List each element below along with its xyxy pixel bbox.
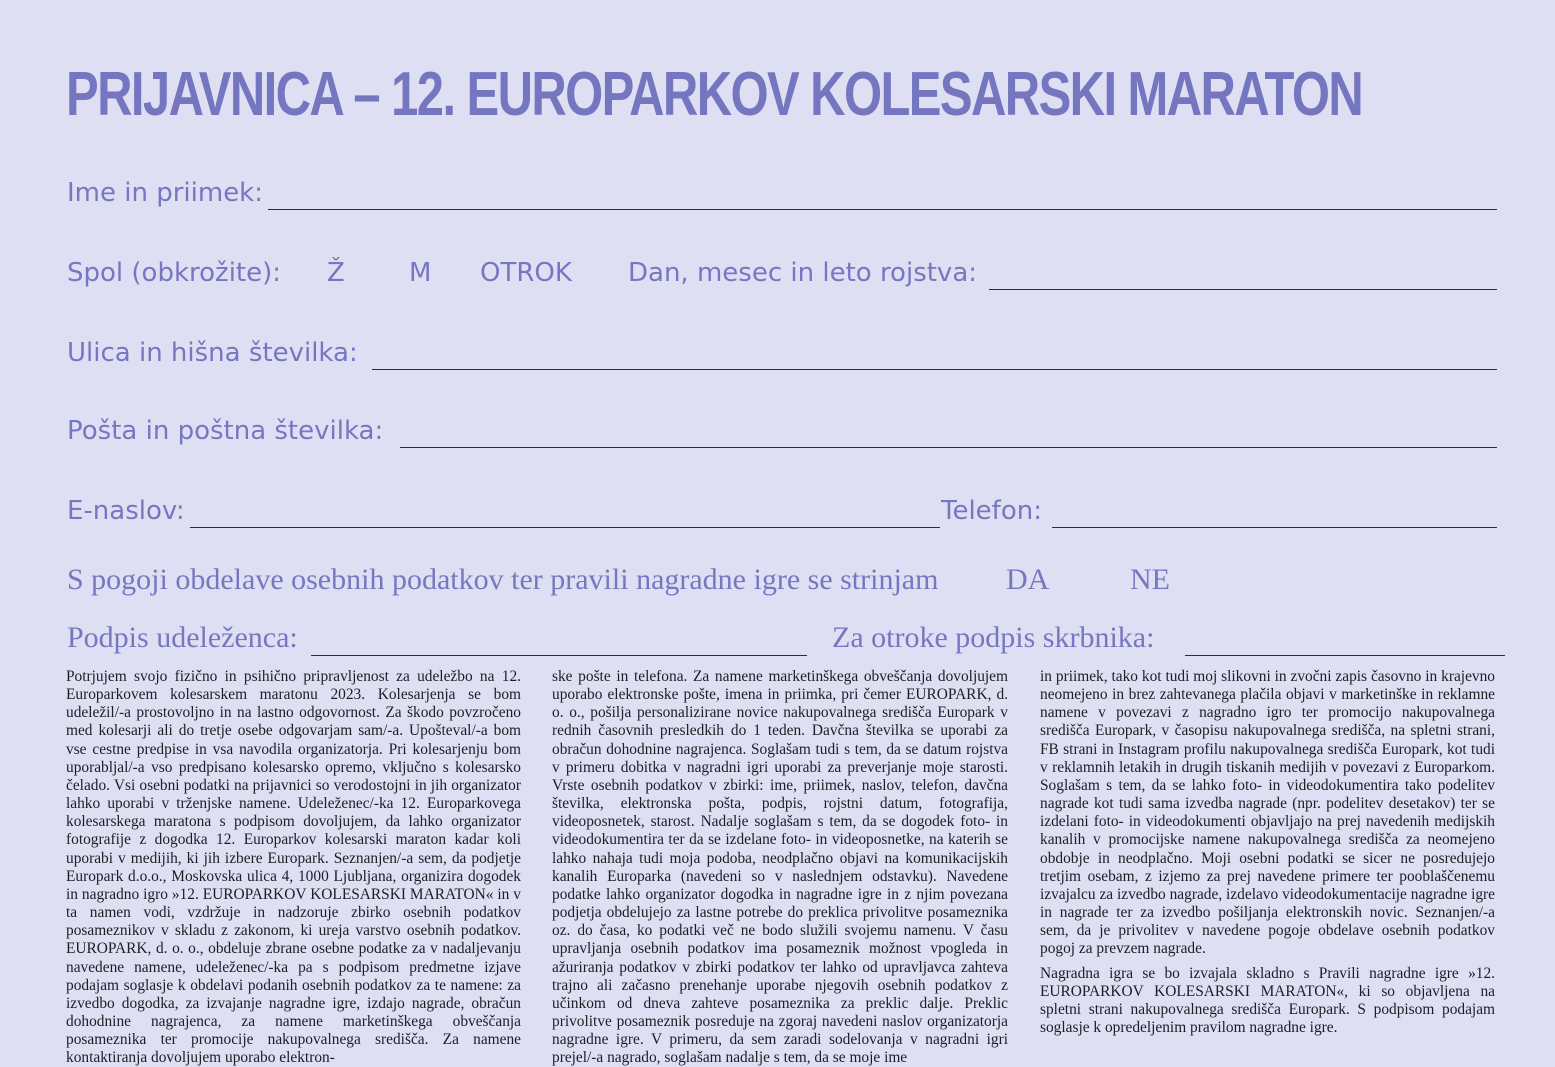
terms-paragraph: Potrjujem svojo fizično in psihično pripravljenost za udeležbo na 12. Europarkovem kolesarskem maratonu 2023. Kolesarjenja se bom udeležil/-a prostovoljno in na lastno odgovornost. Za škodo povzročeno med kolesarji ali do tretje osebe odgovarjam sam/-a. Upošteval/-a bom vse cestne predpise in vsa navodila organizatorja. Pri kolesarjenju bom uporabljal/-a vso predpisano kolesarsko opremo, vključno s kolesarsko čelado. Vsi osebni podatki na prijavnici so verodostojni in jih organizator lahko uporabi v trženjske namene. Udeleženec/-ka 12. Europarkovega kolesarskega maratona s podpisom dovoljujem, da lahko organizator fotografije z dogodka 12. Europarkov kolesarski maraton kadar koli uporabi v medijih, ki jih izbere Europark. Seznanjen/-a sem, da podjetje Europark d.o.o., Moskovska ulica 4, 1000 Ljubljana, organizira dogodek in nagradno igro »12. EUROPARKOV KOLESARSKI MARATON« in v ta namen vodi, vzdržuje in nadzoruje zbirko osebnih podatkov posameznikov v skladu z zakonom, ki ureja varstvo osebnih podatkov. EUROPARK, d. o. o., obdeluje zbrane osebne podatke za v nadaljevanju navedene namene, udeleženec/-ka pa s podpisom predmetne izjave podajam soglasje k obdelavi podanih osebnih podatkov za te namene: za izvedbo dogodka, za izvajanje nagradne igre, izdajo nagrade, obračun dohodnine nagrajenca, za namene marketinškega obveščanja posameznika ter promocije nakupovalnega središča. Za namene kontaktiranja dovoljujem uporabo elektron- [66,668,521,1067]
consent-yes-option[interactable]: DA [1006,563,1050,596]
guardian-signature-label: Za otroke podpis skrbnika: [832,621,1155,654]
birth-date-label: Dan, mesec in leto rojstva: [628,258,978,288]
street-row [67,330,1497,370]
terms-column-1 [66,668,521,1067]
street-field[interactable] [372,340,1497,370]
gender-option-female[interactable]: Ž [327,258,345,288]
name-label: Ime in priimek: [67,178,264,208]
signature-line[interactable] [311,655,807,656]
email-field[interactable] [190,498,940,528]
name-row [67,170,1497,210]
consent-text: S pogoji obdelave osebnih podatkov ter pravili nagradne igre se strinjam [67,563,939,596]
name-field[interactable] [268,180,1497,210]
email-label: E-naslov: [67,496,185,526]
terms-column-3 [1040,668,1495,1037]
contact-row [67,488,1497,528]
consent-no-option[interactable]: NE [1130,563,1170,596]
street-label: Ulica in hišna številka: [67,338,358,368]
gender-option-male[interactable]: M [409,258,432,288]
post-row [67,408,1497,448]
terms-paragraph: Nagradna igra se bo izvajala skladno s Pravili nagradne igre »12. EUROPARKOV KOLESARSKI MARATON«, ki so objavljena na spletni strani nakupovalnega središča Europark. S podpisom podajam soglasje k opredeljenim pravilom nagradne igre. [1040,964,1495,1036]
post-label: Pošta in poštna številka: [67,416,384,446]
phone-field[interactable] [1052,498,1497,528]
phone-label: Telefon: [941,496,1042,526]
gender-birth-row [67,250,1497,290]
gender-label: Spol (obkrožite): [67,258,282,288]
post-field[interactable] [400,418,1497,448]
terms-paragraph: ske pošte in telefona. Za namene marketinškega obveščanja dovoljujem uporabo elektronske pošte, imena in priimka, pri čemer EUROPARK, d. o. o., pošilja personalizirane novice nakupovalnega središča Europark v rednih časovnih presledkih do 1 teden. Davčna številka se uporabi za obračun dohodnine nagrajenca. Soglašam tudi s tem, da se datum rojstva v primeru dobitka v nagradni igri uporabi za preverjanje moje starosti. Vrste osebnih podatkov v zbirki: ime, priimek, naslov, telefon, davčna številka, elektronska pošta, podpis, rojstni datum, fotografija, videoposnetek, starost. Nadalje soglašam s tem, da se dogodek foto- in videodokumentira ter da se izdelane foto- in videoposnetke, na katerih se lahko nahaja tudi moja podoba, neodplačno objavi na komunikacijskih kanalih Europarka (navedeni so v naslednjem odstavku). Navedene podatke lahko organizator dogodka in nagradne igre in z njim povezana podjetja obdelujejo za lastne potrebe do preklica privolitve posameznika oz. do časa, ko podatki več ne bodo služili svojemu namenu. V času upravljanja osebnih podatkov ima posameznik možnost vpogleda in ažuriranja podatkov v zbirki podatkov ter lahko od upravljavca zahteva trajno ali začasno prenehanje uporabe njegovih osebnih podatkov z učinkom od dneva zahteve posameznika za preklic dalje. Preklic privolitve posameznik posreduje na zgoraj navedeni naslov organizatorja nagradne igre. V primeru, da sem zaradi sodelovanja v nagradni igri prejel/-a nagrado, soglašam nadalje s tem, da se moje ime [552,668,1008,1067]
terms-column-2 [552,668,1008,1067]
signature-label: Podpis udeleženca: [67,621,298,654]
birth-date-field[interactable] [989,260,1497,290]
form-title: PRIJAVNICA – 12. EUROPARKOV KOLESARSKI MARATON [66,60,1363,129]
gender-option-child[interactable]: OTROK [480,258,572,288]
terms-paragraph: in priimek, tako kot tudi moj slikovni in zvočni zapis časovno in krajevno neomejeno in brez zahtevanega plačila objavi v marketinške in reklamne namene v povezavi z nagradno igro ter promocijo nakupovalnega središča Europark, v časopisu nakupovalnega središča, na spletni strani, FB strani in Instagram profilu nakupovalnega središča Europark, kot tudi v reklamnih letakih in drugih tiskanih medijih v povezavi z Europarkom. Soglašam s tem, da se lahko foto- in videodokumentira tako podelitev nagrade kot tudi sama izvedba nagrade (npr. podelitev desetakov) ter se izdelani foto- in videodokumenti objavljajo na prej navedenih medijskih kanalih v promocijske namene nakupovalnega središča za neomejeno obdobje in neodplačno. Moji osebni podatki se sicer ne posredujejo tretjim osebam, z izjemo za prej navedene primere ter pooblaščenemu izvajalcu za izvedbo nagrade, izdelavo videodokumentacije nagradne igre in nagrade ter za izvedbo pošiljanja elektronskih novic. Seznanjen/-a sem, da je privolitev v navedene pogoje obdelave osebnih podatkov pogoj za prevzem nagrade. [1040,668,1495,958]
guardian-signature-line[interactable] [1185,655,1505,656]
